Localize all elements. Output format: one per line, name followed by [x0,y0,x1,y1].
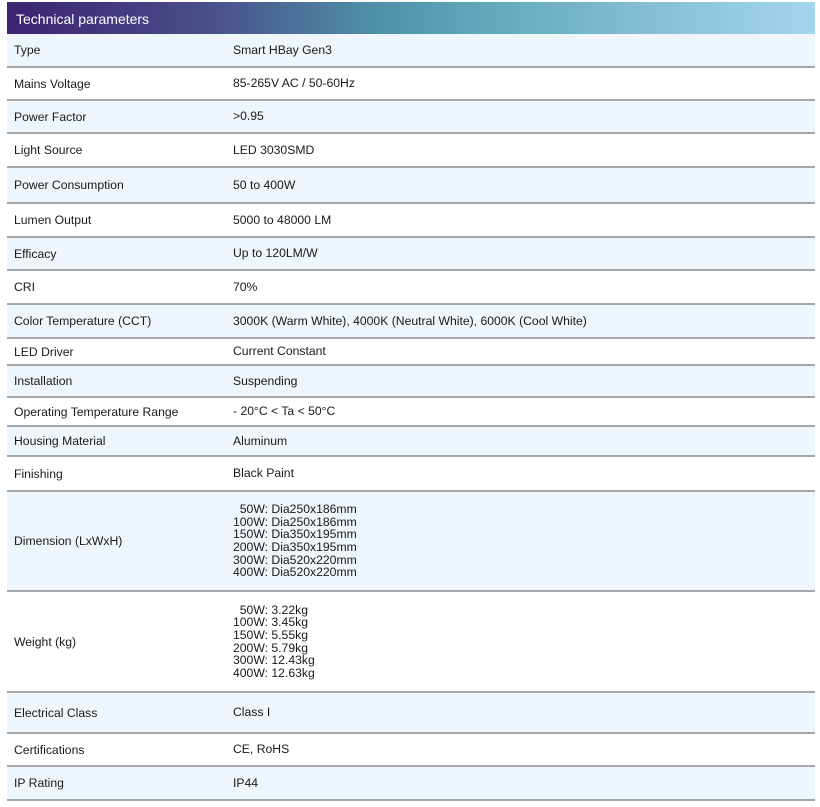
row-label: Type [14,43,41,57]
table-row-power-consumption [7,168,815,204]
row-value: 50W: Dia250x186mm 100W: Dia250x186mm 150W: Dia350x195mm 200W: Dia350x195mm 300W: Dia520x220mm 400W: Dia520x220mm [233,502,357,580]
row-label: Mains Voltage [14,76,91,91]
table-row-lumen-output [7,204,815,238]
row-value: Class I [233,705,271,720]
table-row-power-factor [7,101,815,134]
row-value: 5000 to 48000 LM [233,212,332,227]
row-label: Color Temperature (CCT) [14,314,152,328]
row-value: 70% [233,279,258,294]
row-label: Operating Temperature Range [14,404,179,419]
row-value: Up to 120LM/W [233,246,318,261]
row-label: Lumen Output [14,213,92,227]
row-label: CRI [14,280,35,294]
row-value: Black Paint [233,466,294,481]
table-row-type [7,34,815,68]
row-label: Power Factor [14,109,87,124]
row-label: Housing Material [14,434,106,448]
table-row-dimension [7,492,815,592]
row-value: Smart HBay Gen3 [233,42,332,57]
row-value: - 20°C < Ta < 50°C [233,404,336,419]
row-value: >0.95 [233,109,264,124]
row-value: IP44 [233,775,259,790]
row-value: CE, RoHS [233,742,290,757]
table-row-light-source [7,134,815,168]
row-value: 50W: 3.22kg 100W: 3.45kg 150W: 5.55kg 200W: 5.79kg 300W: 12.43kg 400W: 12.63kg [233,602,315,680]
table-header [7,2,815,34]
table-row-led-driver [7,339,815,366]
row-value: Aluminum [233,433,288,448]
table-row-color-temperature [7,305,815,339]
row-label: Finishing [14,466,63,481]
table-row-ip-rating [7,767,815,801]
table-row-operating-temperature [7,398,815,427]
table-row-cri [7,271,815,305]
row-label: Light Source [14,143,83,157]
row-label: Efficacy [14,246,57,261]
row-value: Current Constant [233,344,326,359]
row-label: Installation [14,374,73,388]
table-row-electrical-class [7,693,815,734]
row-value: Suspending [233,373,298,388]
table-row-installation [7,366,815,398]
row-label: Power Consumption [14,178,124,192]
row-value: 50 to 400W [233,177,296,192]
row-label: Certifications [14,742,85,757]
row-value: 3000K (Warm White), 4000K (Neutral White), 6000K (Cool White) [233,313,587,328]
table-row-finishing [7,457,815,492]
table-row-housing-material [7,427,815,457]
row-label: Weight (kg) [14,634,77,649]
row-label: IP Rating [14,776,64,790]
table-row-weight [7,592,815,693]
row-value: 85-265V AC / 50-60Hz [233,76,355,91]
table-row-efficacy [7,238,815,271]
row-label: Dimension (LxWxH) [14,534,123,548]
table-title: Technical parameters [16,10,150,27]
technical-parameters-table [7,2,815,801]
table-row-certifications [7,734,815,767]
row-label: Electrical Class [14,705,98,720]
table-row-mains-voltage [7,68,815,101]
row-label: LED Driver [14,344,74,359]
row-value: LED 3030SMD [233,142,315,157]
